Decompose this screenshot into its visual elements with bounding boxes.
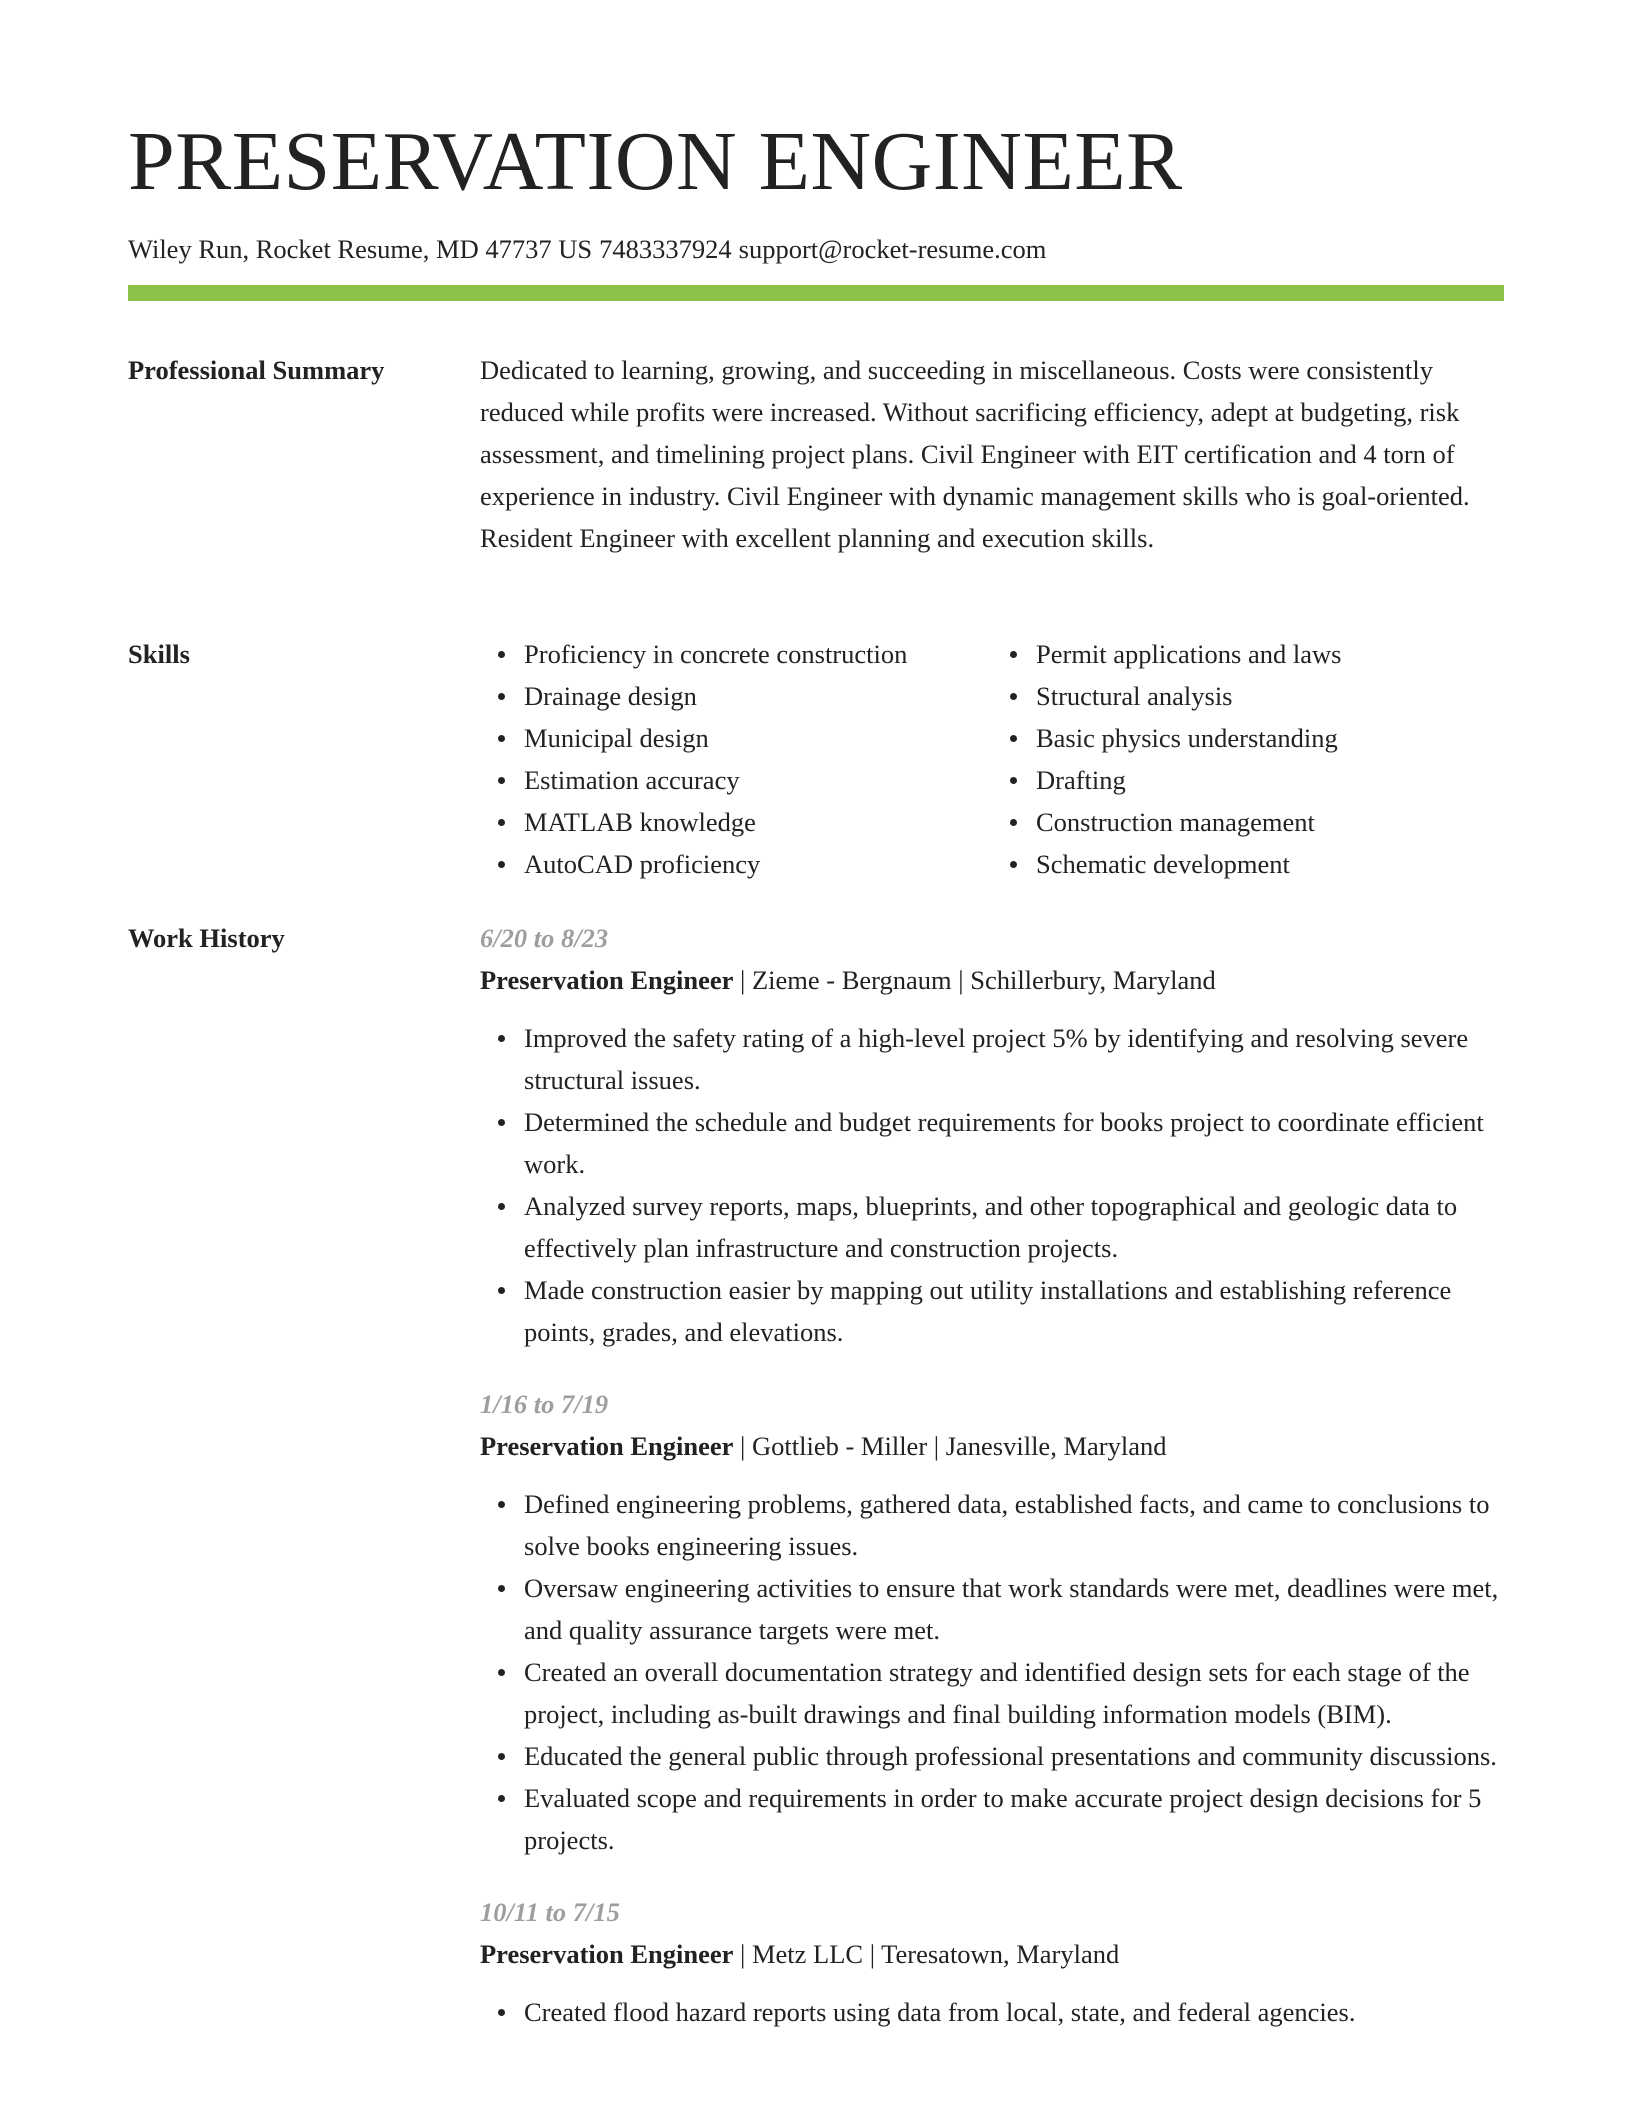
skill-item: AutoCAD proficiency — [524, 843, 992, 885]
job-bullet: Improved the safety rating of a high-level project 5% by identifying and resolving severe structural issues. — [524, 1017, 1504, 1101]
resume-title: PRESERVATION ENGINEER — [128, 115, 1183, 208]
job-dates: 6/20 to 8/23 — [480, 923, 609, 953]
job-details: | Gottlieb - Miller | Janesville, Maryland — [733, 1431, 1167, 1461]
job-entry — [480, 917, 1504, 1353]
skill-item: Construction management — [1036, 801, 1504, 843]
skill-item: Permit applications and laws — [1036, 633, 1504, 675]
job-bullet: Determined the schedule and budget requirements for books project to coordinate efficient work. — [524, 1101, 1504, 1185]
skill-item: Drainage design — [524, 675, 992, 717]
job-entry — [480, 1891, 1504, 2033]
contact-email: support@rocket-resume.com — [738, 234, 1047, 264]
skill-item: Proficiency in concrete construction — [524, 633, 992, 675]
job-bullet: Evaluated scope and requirements in order to make accurate project design decisions for 5 projects. — [524, 1777, 1504, 1861]
job-dates: 10/11 to 7/15 — [480, 1897, 620, 1927]
skills-list-left — [480, 633, 992, 885]
skill-item: MATLAB knowledge — [524, 801, 992, 843]
skill-item: Municipal design — [524, 717, 992, 759]
job-heading — [480, 1933, 1504, 1975]
job-bullet: Created an overall documentation strategy and identified design sets for each stage of the project, including as-built drawings and final building information models (BIM). — [524, 1651, 1504, 1735]
skill-item: Estimation accuracy — [524, 759, 992, 801]
summary-heading: Professional Summary — [128, 355, 385, 385]
skill-item: Drafting — [1036, 759, 1504, 801]
job-bullet: Created flood hazard reports using data from local, state, and federal agencies. — [524, 1991, 1504, 2033]
job-heading — [480, 959, 1504, 1001]
job-bullets — [480, 1991, 1504, 2033]
skill-item: Schematic development — [1036, 843, 1504, 885]
contact-address: Wiley Run, Rocket Resume, MD 47737 US — [128, 234, 593, 264]
job-role: Preservation Engineer — [480, 1939, 734, 1969]
job-details: | Zieme - Bergnaum | Schillerbury, Maryland — [733, 965, 1216, 995]
header-divider — [128, 285, 1504, 301]
contact-phone: 7483337924 — [599, 234, 732, 264]
job-bullet: Analyzed survey reports, maps, blueprints, and other topographical and geologic data to effectively plan infrastructure and construction projects. — [524, 1185, 1504, 1269]
job-heading — [480, 1425, 1504, 1467]
job-bullets — [480, 1483, 1504, 1861]
job-bullets — [480, 1017, 1504, 1353]
job-dates: 1/16 to 7/19 — [480, 1389, 609, 1419]
skills-list-right — [992, 633, 1504, 885]
skill-item: Basic physics understanding — [1036, 717, 1504, 759]
job-entry — [480, 1383, 1504, 1861]
work-history-heading: Work History — [128, 923, 285, 953]
job-role: Preservation Engineer — [480, 1431, 734, 1461]
job-bullet: Educated the general public through professional presentations and community discussions. — [524, 1735, 1504, 1777]
skills-heading: Skills — [128, 639, 190, 669]
job-role: Preservation Engineer — [480, 965, 734, 995]
summary-text: Dedicated to learning, growing, and succeeding in miscellaneous. Costs were consistently reduced while profits were increased. Without sacrificing efficiency, adept at budgeting, risk assessment, and timelining project plans. Civil Engineer with EIT certification and 4 torn of experience in industry. Civil Engineer with dynamic management skills who is goal-oriented. Resident Engineer with excellent planning and execution skills. — [480, 355, 1470, 553]
job-bullet: Oversaw engineering activities to ensure that work standards were met, deadlines were met, and quality assurance targets were met. — [524, 1567, 1504, 1651]
skill-item: Structural analysis — [1036, 675, 1504, 717]
job-details: | Metz LLC | Teresatown, Maryland — [733, 1939, 1120, 1969]
contact-line — [128, 233, 1046, 265]
job-bullet: Defined engineering problems, gathered data, established facts, and came to conclusions to solve books engineering issues. — [524, 1483, 1504, 1567]
job-bullet: Made construction easier by mapping out utility installations and establishing reference points, grades, and elevations. — [524, 1269, 1504, 1353]
